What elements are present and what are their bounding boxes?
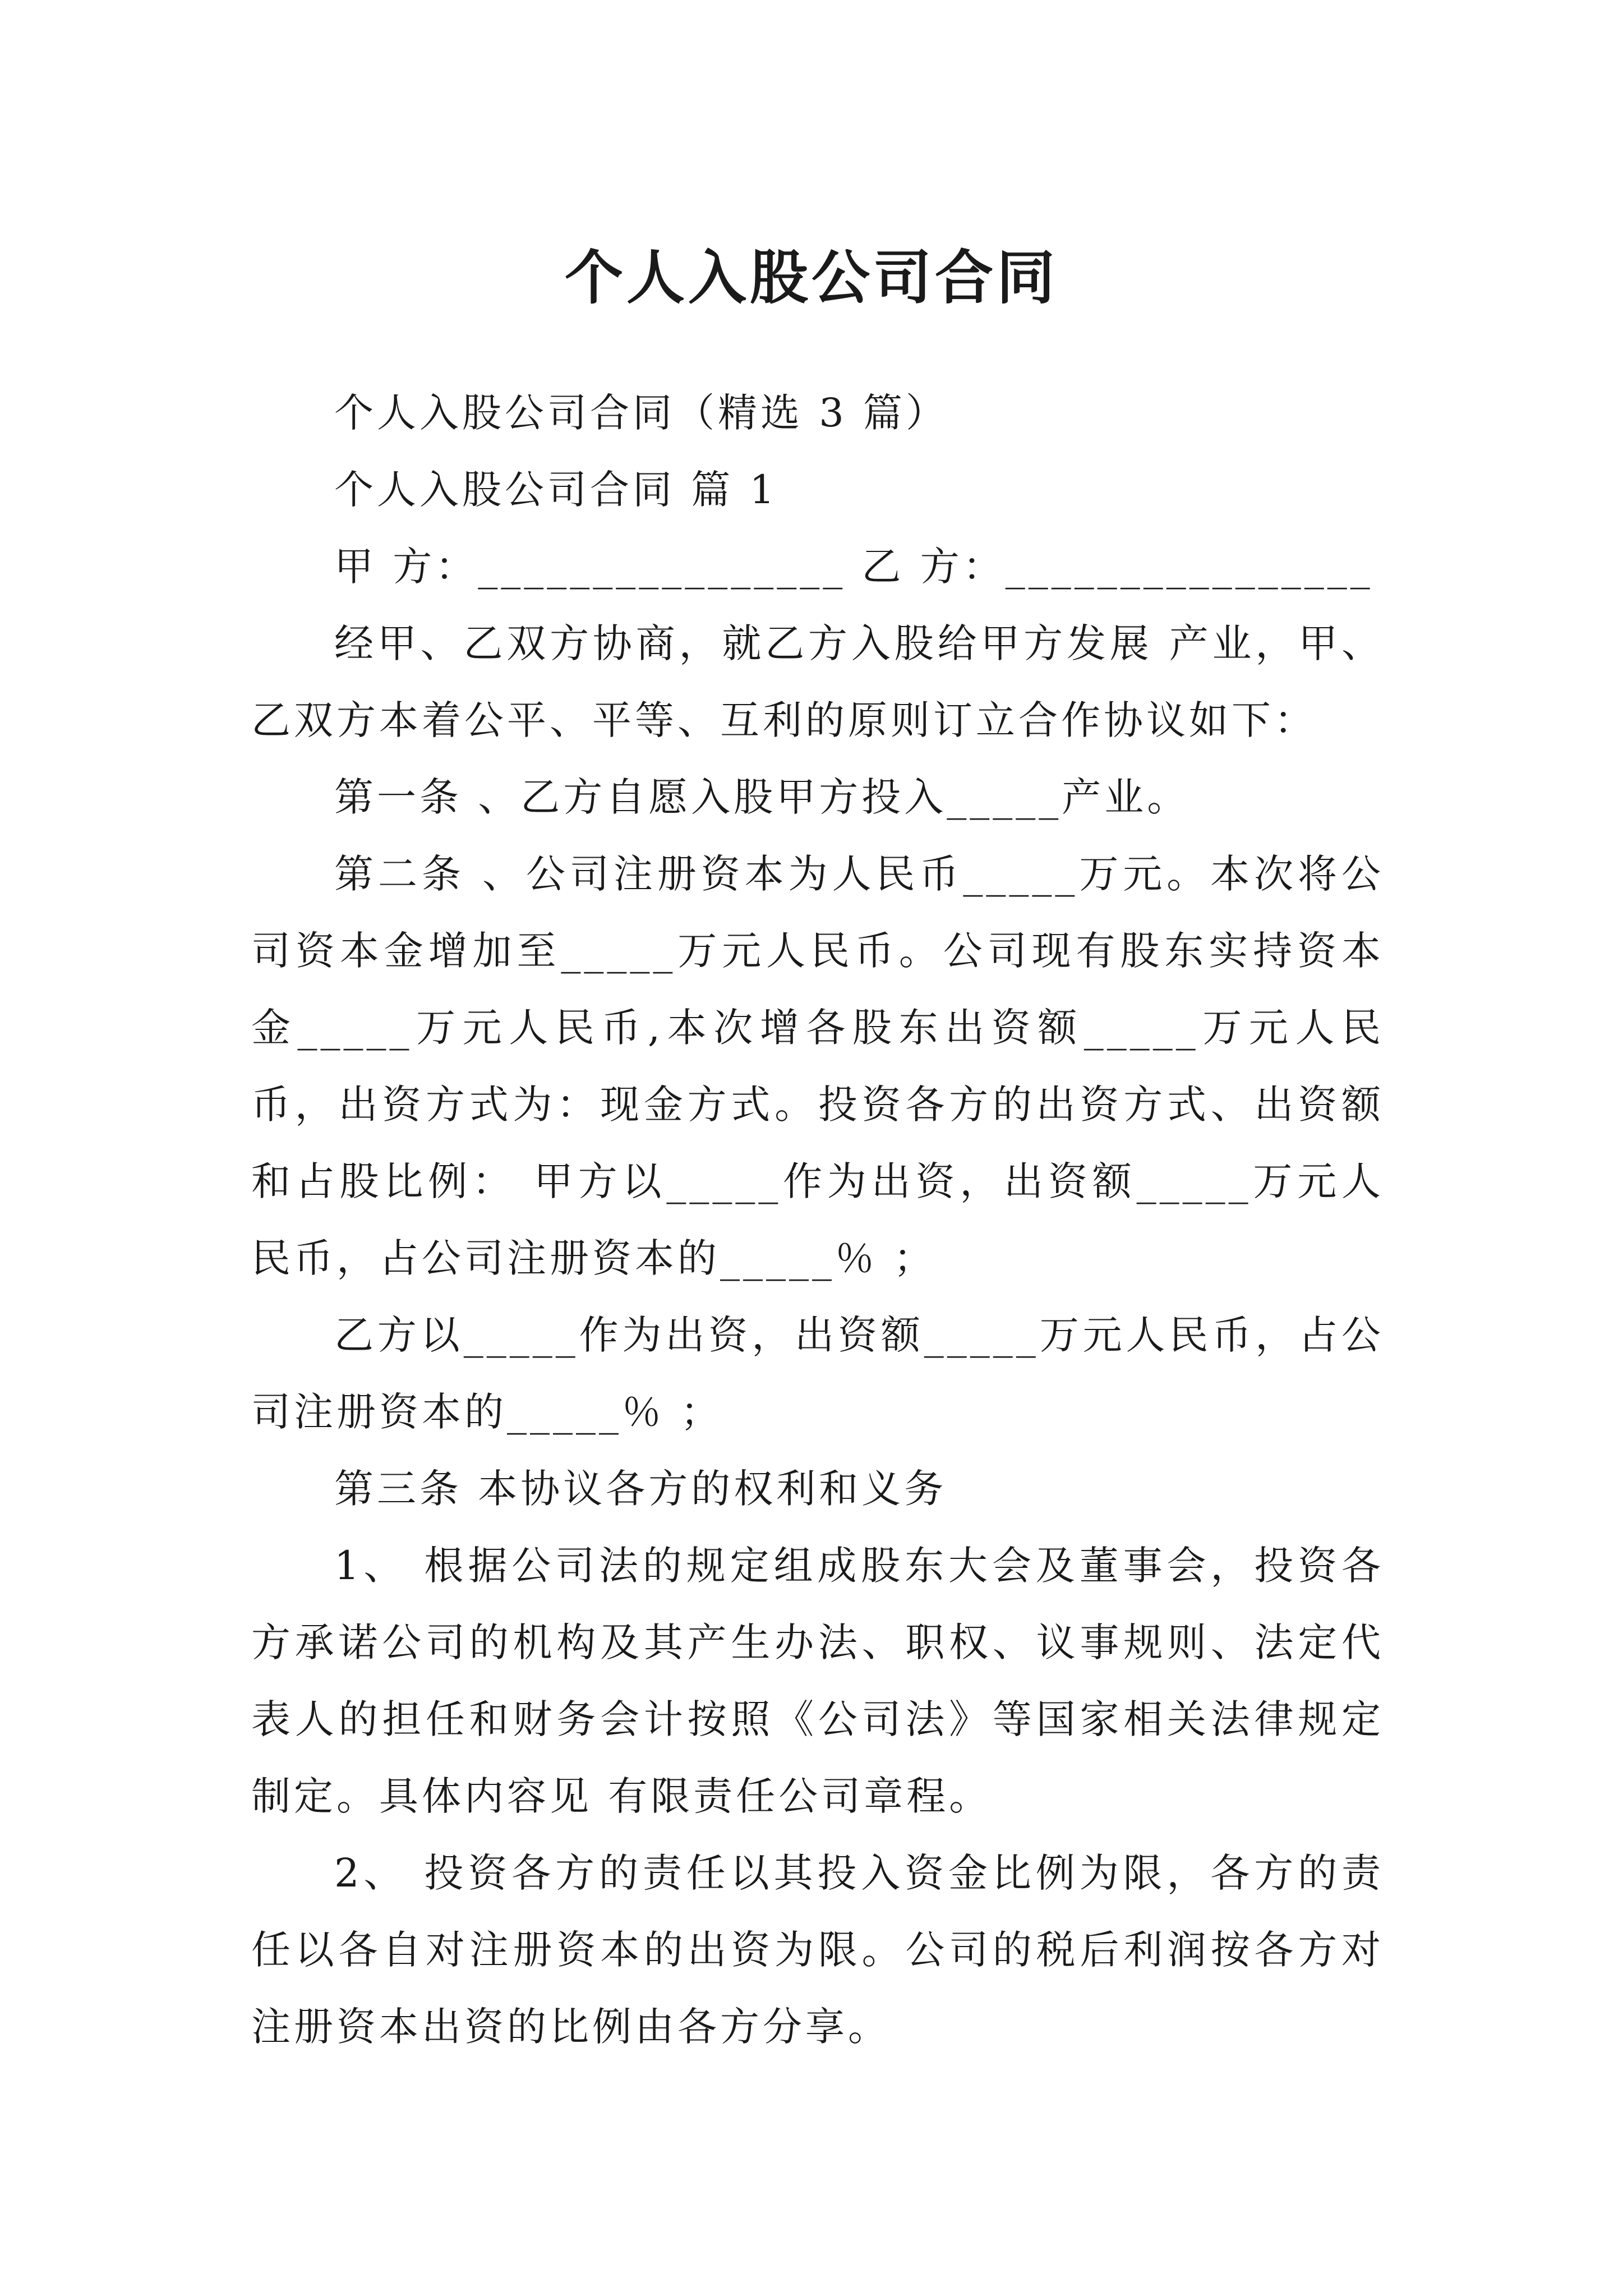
subtitle-selection: 个人入股公司合同（精选 3 篇） [334,390,949,436]
article-3-heading: 第三条 本协议各方的权利和义务 [334,1466,947,1512]
article-2-party-b: 乙方以_____作为出资，出资额_____万元人民币，占公司注册资本的_____％ ； [251,1312,1384,1435]
article-1: 第一条 、乙方自愿入股甲方投入_____产业。 [334,774,1190,820]
parties-line: 甲 方：________________ 乙 方：________________ [334,544,1373,590]
section-heading: 个人入股公司合同 篇 1 [334,467,778,513]
document-title: 个人入股公司合同 [564,242,1058,312]
article-2: 第二条 、公司注册资本为人民币_____万元。本次将公司资本金增加至_____万元人民币。公司现有股东实持资本金_____万元人民币,本次增各股东出资额_____万元人民币，出资方式为：现金方式。投资各方的出资方式、出资额和占股比例： 甲方以_____作为出资，出资额_____万元人民币，占公司注册资本的_____％ ； [251,851,1384,1281]
document-body [251,375,1384,2065]
paragraph-intro: 经甲、乙双方协商，就乙方入股给甲方发展 产业，甲、乙双方本着公平、平等、互利的原则订立合作协议如下： [251,620,1384,743]
article-3-item-1: 1、 根据公司法的规定组成股东大会及董事会，投资各方承诺公司的机构及其产生办法、职权、议事规则、法定代表人的担任和财务会计按照《公司法》等国家相关法律规定制定。具体内容见 有限责任公司章程。 [251,1543,1384,1819]
article-3-item-2: 2、 投资各方的责任以其投入资金比例为限，各方的责任以各自对注册资本的出资为限。公司的税后利润按各方对注册资本出资的比例由各方分享。 [251,1850,1384,2050]
